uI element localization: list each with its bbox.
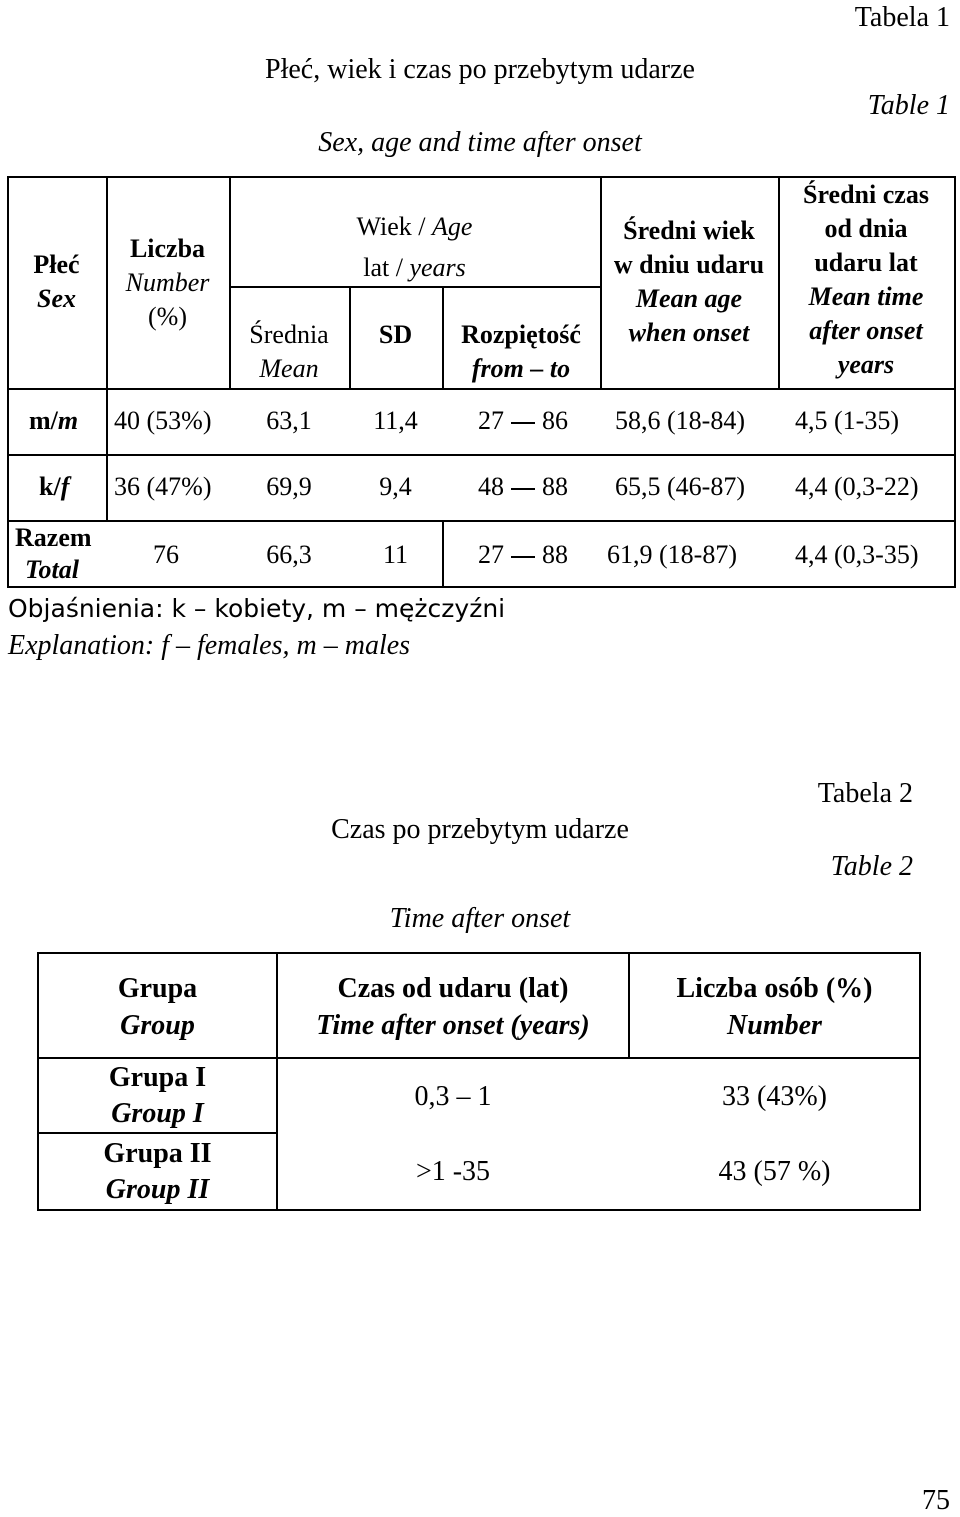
header-sd: SD <box>378 320 413 349</box>
row-total-range: 27 88 <box>478 540 568 569</box>
row-total-sex-en: Total <box>25 555 79 584</box>
row-female-mean-time: 4,4 (0,3-22) <box>795 472 919 501</box>
header-number-en: Number <box>125 268 210 297</box>
header-mean-time-2: od dnia <box>824 214 908 243</box>
header-mean-age: Średni wiek <box>623 216 755 245</box>
t2-row1-group: Grupa I <box>108 1062 207 1093</box>
row-female-mean: 69,9 <box>266 472 312 501</box>
table2-label-en: Table 2 <box>830 851 913 882</box>
t2-header-count: Liczba osób (%) <box>676 973 873 1004</box>
t2-row2-time: >1 -35 <box>415 1156 491 1187</box>
row-total-mean: 66,3 <box>266 540 312 569</box>
header-range-en: from – to <box>471 354 571 383</box>
row-total-mean-age: 61,9 (18-87) <box>607 540 737 569</box>
header-number: Liczba <box>129 234 206 263</box>
t2-row2-count: 43 (57 %) <box>718 1156 831 1187</box>
header-mean-time-en: Mean time <box>808 282 924 311</box>
row-male-mean-age: 58,6 (18-84) <box>615 406 745 435</box>
row-male-sex: m/m <box>29 406 79 435</box>
header-mean-time-en-3: years <box>837 350 895 379</box>
table2-title: Czas po przebytym udarze <box>331 814 629 845</box>
header-range: Rozpiętość <box>461 320 581 349</box>
row-female-mean-age: 65,5 (46-87) <box>615 472 745 501</box>
t2-row1-count: 33 (43%) <box>722 1081 827 1112</box>
table1-label-en: Table 1 <box>867 90 950 121</box>
t2-header-time-en: Time after onset (years) <box>316 1010 590 1041</box>
table1-explanation: Objaśnienia: k – kobiety, m – mężczyźni <box>8 594 506 623</box>
row-total-sex: Razem <box>15 523 92 552</box>
row-total-mean-time: 4,4 (0,3-35) <box>795 540 919 569</box>
header-mean-time-en-2: after onset <box>809 316 923 345</box>
t2-row2-group-en: Group II <box>105 1174 210 1205</box>
row-male-mean-time: 4,5 (1-35) <box>795 406 899 435</box>
table1-label: Tabela 1 <box>854 2 950 33</box>
table1-title: Płeć, wiek i czas po przebytym udarze <box>265 54 695 85</box>
row-total-number: 76 <box>153 540 179 569</box>
row-total-sd: 11 <box>382 540 409 569</box>
header-mean-age-2: w dniu udaru <box>613 250 765 279</box>
header-age-years: lat / years <box>363 253 466 282</box>
header-sex-en: Sex <box>37 284 76 313</box>
table1-title-en: Sex, age and time after onset <box>318 127 642 158</box>
table2-title-en: Time after onset <box>389 903 571 934</box>
header-age: Wiek / Age <box>356 212 473 241</box>
row-female-sex: k/f <box>39 472 70 501</box>
row-male-sd: 11,4 <box>373 406 418 435</box>
t2-header-group-en: Group <box>120 1010 195 1041</box>
header-sex: Płeć <box>33 250 80 279</box>
t2-header-group: Grupa <box>117 973 198 1004</box>
row-male-range: 27 86 <box>478 406 568 435</box>
row-male-number: 40 (53%) <box>114 406 212 435</box>
t2-row1-group-en: Group I <box>111 1098 204 1129</box>
row-male-mean: 63,1 <box>266 406 312 435</box>
row-female-number: 36 (47%) <box>114 472 212 501</box>
page-number: 75 <box>922 1485 950 1516</box>
header-mean-en: Mean <box>259 354 319 383</box>
header-mean-age-en-2: when onset <box>628 318 750 347</box>
row-female-sd: 9,4 <box>379 472 412 501</box>
header-mean-time: Średni czas <box>803 180 929 209</box>
row-female-range: 48 88 <box>478 472 568 501</box>
table2 <box>37 952 921 1211</box>
t2-header-count-en: Number <box>727 1010 822 1041</box>
t2-row2-group: Grupa II <box>103 1138 212 1169</box>
t2-header-time: Czas od udaru (lat) <box>337 973 569 1004</box>
t2-row1-time: 0,3 – 1 <box>414 1081 492 1112</box>
header-mean: Średnia <box>249 320 329 349</box>
table2-label: Tabela 2 <box>817 778 913 809</box>
header-number-pct: (%) <box>148 302 187 331</box>
header-mean-age-en: Mean age <box>635 284 743 313</box>
header-mean-time-3: udaru lat <box>814 248 918 277</box>
table1 <box>7 176 956 588</box>
table1-explanation-en: Explanation: f – females, m – males <box>8 630 411 661</box>
